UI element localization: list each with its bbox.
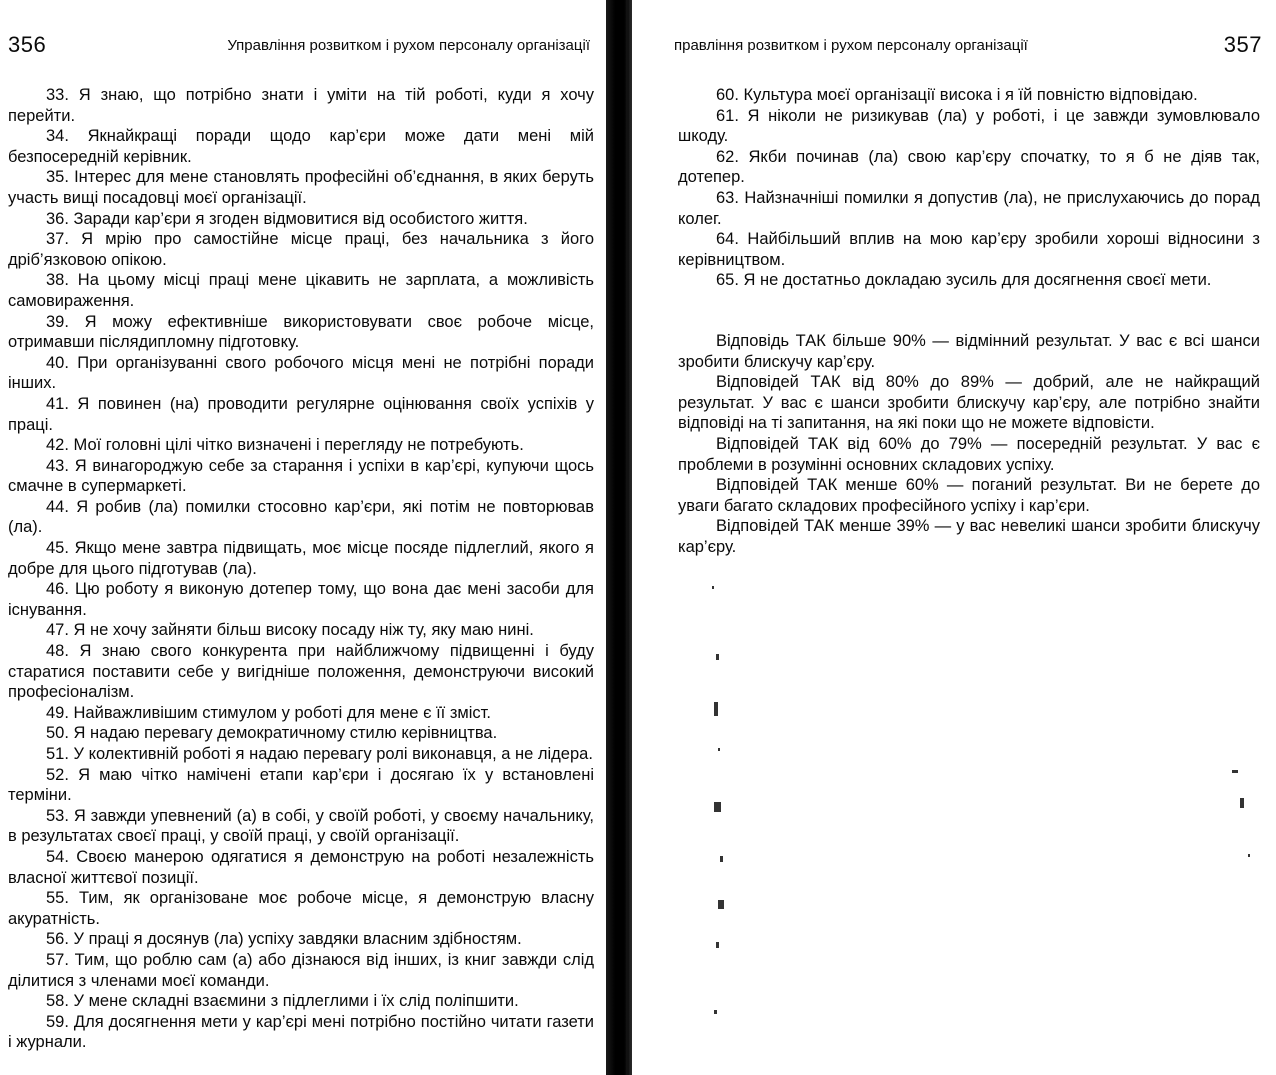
page-number: 356 <box>8 32 47 57</box>
question-item: 34. Якнайкращі поради щодо кар’єри може дати мені мій безпосередній керівник. <box>8 127 594 166</box>
right-page-header <box>674 30 1262 60</box>
question-item: 38. На цьому місці праці мене цікавить не зарплата, а можливість самовираження. <box>8 271 594 310</box>
question-item: 45. Якщо мене завтра підвищать, моє місце посяде підлеглий, якого я добре для цього підготував (ла). <box>8 539 594 578</box>
question-item: 63. Найзначніші помилки я допустив (ла), не прислухаючись до порад колег. <box>678 188 1260 228</box>
question-item: 33. Я знаю, що потрібно знати і уміти на тій роботі, куди я хочу перейти. <box>8 86 594 125</box>
running-title: правління розвитком і рухом персоналу організації <box>674 37 1028 54</box>
running-title: Управління розвитком і рухом персоналу організації <box>227 37 590 54</box>
question-item: 51. У колективній роботі я надаю перевагу ролі виконавця, а не лідера. <box>46 745 593 763</box>
question-item: 41. Я повинен (на) проводити регулярне оцінювання своїх успіхів у праці. <box>8 394 594 434</box>
result-paragraph: Відповідей ТАК менше 39% — у вас невеликі шанси зробити блискучу кар’єру. <box>678 517 1260 556</box>
result-paragraph: Відповідей ТАК від 80% до 89% — добрий, але не найкращий результат. У вас є шанси зробити блискучу кар’єру, але потрібно знайти відповіді на ті запитання, на які поки що не можете відповісти. <box>678 373 1260 433</box>
question-item: 46. Цю роботу я виконую дотепер тому, що вона дає мені засоби для існування. <box>8 580 594 619</box>
question-item: 50. Я надаю перевагу демократичному стилю керівництва. <box>46 724 498 743</box>
question-item: 42. Мої головні цілі чітко визначені і перегляду не потребують. <box>46 436 524 455</box>
page-number: 357 <box>1223 32 1262 57</box>
question-item: 56. У праці я досянув (ла) успіху завдяки власним здібностям. <box>46 930 522 949</box>
left-page <box>0 0 606 1075</box>
result-paragraph: Відповідей ТАК від 60% до 79% — посередній результат. У вас є проблеми в розумінні основних складових успіху. <box>678 434 1260 474</box>
left-page-header <box>8 30 594 60</box>
question-item: 40. При організуванні свого робочого місця мені не потрібні поради інших. <box>8 353 594 393</box>
question-item: 44. Я робив (ла) помилки стосовно кар’єри, які потім не повторював (ла). <box>8 497 594 537</box>
question-item: 47. Я не хочу зайняти більш високу посаду ніж ту, яку маю нині. <box>46 621 534 640</box>
question-item: 36. Заради кар’єри я згоден відмовитися від особистого життя. <box>46 209 528 228</box>
questionnaire-items <box>678 85 1260 291</box>
question-item: 35. Інтерес для мене становлять професійні об’єднання, в яких беруть участь вищі посадовці моєї організації. <box>8 168 594 207</box>
question-item: 39. Я можу ефективніше використовувати своє робоче місце, отримавши післядипломну підготовку. <box>8 312 594 352</box>
question-item: 57. Тим, що роблю сам (а) або дізнаюся від інших, із книг завжди слід ділитися з членами моєї команди. <box>8 950 594 990</box>
question-item: 65. Я не достатньо докладаю зусиль для досягнення своєї мети. <box>716 271 1212 290</box>
question-item: 62. Якби починав (ла) свою кар’єру спочатку, то я б не діяв так, дотепер. <box>678 147 1260 187</box>
question-item: 54. Своєю манерою одягатися я демонструю на роботі незалежність власної життєвої позиції. <box>8 847 594 887</box>
question-item: 61. Я ніколи не ризикував (ла) у роботі, і це завжди зумовлювало шкоду. <box>678 106 1260 146</box>
result-paragraph: Відповідь ТАК більше 90% — відмінний результат. У вас є всі шанси зробити блискучу кар’єру. <box>678 332 1260 371</box>
questionnaire-items <box>8 85 594 1053</box>
result-paragraph: Відповідей ТАК менше 60% — поганий результат. Ви не берете до уваги багато складових професійного успіху і кар’єри. <box>678 476 1260 515</box>
question-item: 48. Я знаю свого конкурента при найближчому підвищенні і буду старатися поставити себе у вигідніше положення, демонструючи високий професіоналізм. <box>8 642 594 702</box>
book-spine-shadow <box>606 0 632 1075</box>
question-item: 64. Найбільший вплив на мою кар’єру зробили хороші відносини з керівництвом. <box>678 230 1260 269</box>
question-item: 58. У мене складні взаємини з підлеглими і їх слід поліпшити. <box>46 992 519 1011</box>
question-item: 43. Я винагороджую себе за старання і успіхи в кар’єрі, купуючи щось смачне в супермаркеті. <box>8 456 594 496</box>
question-item: 52. Я маю чітко намічені етапи кар’єри і досягаю їх у встановлені терміни. <box>8 765 594 805</box>
question-item: 37. Я мрію про самостійне місце праці, без начальника з його дріб’язковою опікою. <box>8 230 594 269</box>
question-item: 55. Тим, як організоване моє робоче місце, я демонструю власну акуратність. <box>8 889 594 928</box>
question-item: 60. Культура моєї організації висока і я їй повністю відповідаю. <box>716 86 1198 104</box>
results-interpretation <box>678 331 1260 558</box>
question-item: 49. Найважливішим стимулом у роботі для мене є її зміст. <box>46 703 491 722</box>
question-item: 53. Я завжди упевнений (а) в собі, у своїй роботі, у своєму начальнику, в результатах своєї праці, у своїй праці, у своїй організації. <box>8 806 594 846</box>
question-item: 59. Для досягнення мети у кар’єрі мені потрібно постійно читати газети і журнали. <box>8 1012 594 1052</box>
scan-noise <box>712 580 1272 1060</box>
